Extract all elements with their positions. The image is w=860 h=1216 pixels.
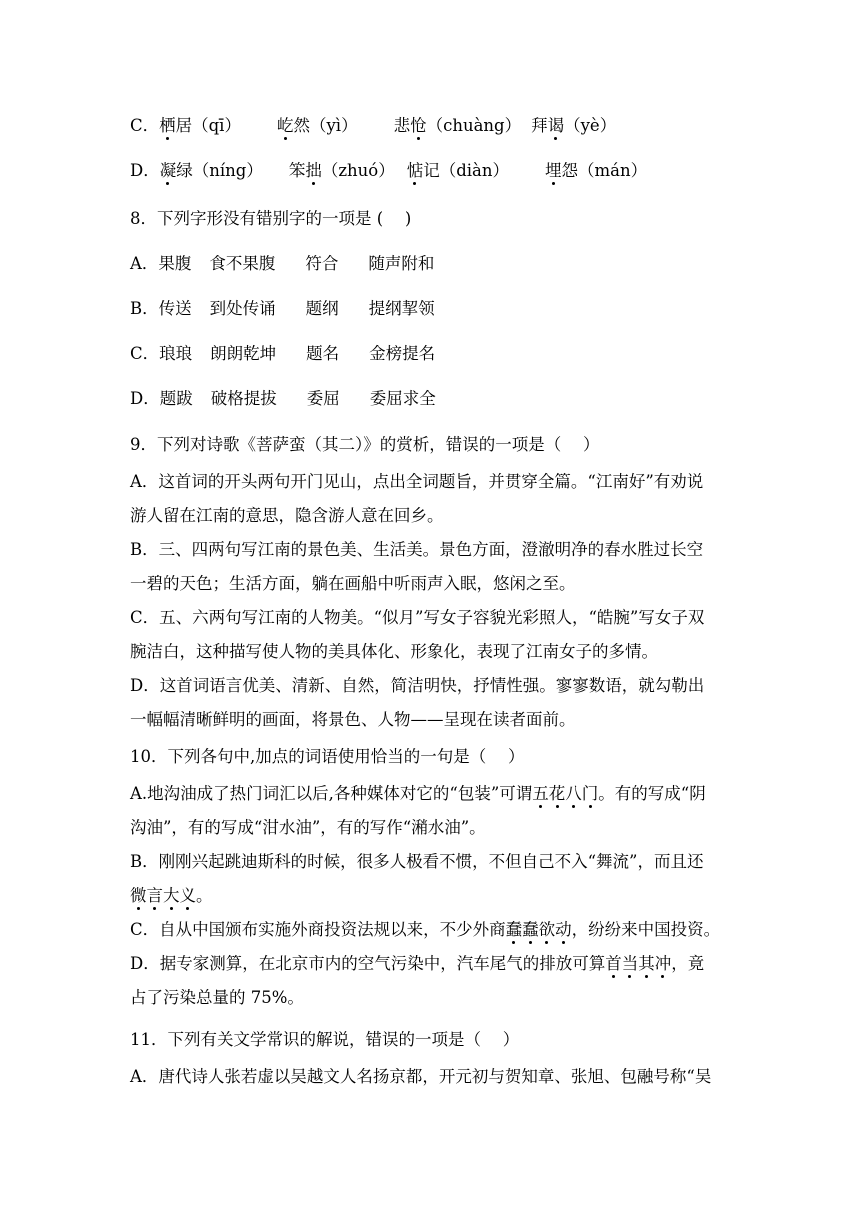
dotted-char: 栖: [159, 116, 176, 135]
word-gloss: （yè）: [564, 116, 617, 135]
word-gloss: 居（qī）: [175, 116, 241, 135]
word-part: 悲: [393, 116, 411, 135]
option-label: A．: [130, 254, 159, 273]
option-word: 传送: [158, 299, 192, 318]
q9-option-c-line2: 腕洁白，这种描写使人物的美具体化、形象化，表现了江南女子的多情。: [130, 642, 658, 661]
option-label: B．: [130, 299, 159, 318]
option-word: 琅琅: [159, 344, 193, 363]
dotted-char: 拙: [305, 161, 322, 180]
word-gloss: 记（diàn）: [423, 161, 510, 180]
q7-option-d: [130, 161, 735, 181]
dotted-char: 屹: [276, 116, 294, 135]
q9-option-c-line1: C．五、六两句写江南的人物美。“似月”写女子容貌光彩照人，“皓腕”写女子双: [130, 608, 705, 627]
dotted-phrase: 五花八门: [532, 784, 599, 803]
q8-option-c: [130, 344, 735, 364]
text: A.地沟油成了热门词汇以后,各种媒体对它的“包装”可谓: [130, 784, 533, 803]
word-part: 笨: [288, 161, 306, 180]
word-gloss: （chuàng）: [426, 116, 522, 135]
q11-option-a-line1: A．唐代诗人张若虚以吴越文人名扬京都，开元初与贺知章、张旭、包融号称“吴: [130, 1067, 712, 1086]
option-word: 委屈求全: [369, 389, 436, 408]
q10-option-a-line1: [130, 784, 735, 804]
q9-option-a-line2: 游人留在江南的意思，隐含游人意在回乡。: [130, 506, 444, 525]
option-word: 朗朗乾坤: [210, 344, 277, 363]
text: 。有的写成“阴: [598, 784, 706, 803]
word-gloss: 怨（mán）: [561, 161, 648, 180]
option-word: 到处传诵: [209, 299, 276, 318]
dotted-char: 埋: [545, 161, 562, 180]
option-word: 金榜提名: [369, 344, 436, 363]
word-part: 拜: [531, 116, 548, 135]
q9-option-a-line1: A．这首词的开头两句开门见山，点出全词题旨，并贯穿全篇。“江南好”有劝说: [130, 472, 704, 491]
option-word: 符合: [305, 254, 339, 273]
q10-stem: 10．下列各句中,加点的词语使用恰当的一句是（ ）: [130, 747, 525, 766]
q9-stem: 9．下列对诗歌《菩萨蛮（其二）》的赏析，错误的一项是（ ）: [130, 435, 600, 454]
dotted-phrase: 蠢蠢欲动: [505, 920, 572, 939]
option-word: 随声附和: [368, 254, 435, 273]
q10-option-d-line1: [130, 954, 735, 974]
option-word: 提纲挈领: [368, 299, 435, 318]
q10-option-b-line1: B．刚刚兴起跳迪斯科的时候，很多人极看不惯，不但自己不入“舞流”，而且还: [130, 852, 704, 871]
option-label: D．: [130, 389, 160, 408]
word-gloss: 然（yì）: [293, 116, 358, 135]
dotted-char: 惦: [406, 161, 424, 180]
word-gloss: （zhuó）: [321, 161, 395, 180]
q10-option-a-line2: 沟油”，有的写成“泔水油”，有的写作“潲水油”。: [130, 818, 486, 837]
q8-option-d: [130, 389, 735, 409]
option-word: 委屈: [306, 389, 340, 408]
option-word: 题跋: [159, 389, 193, 408]
q8-option-b: [130, 299, 735, 319]
q10-option-d-line2: 占了污染总量的 75%。: [130, 988, 304, 1007]
dotted-phrase: 微言大义: [130, 886, 196, 905]
option-word: 破格提拔: [210, 389, 277, 408]
option-label: C．: [130, 344, 160, 363]
text: 。: [196, 886, 213, 905]
q9-option-b-line2: 一碧的天色；生活方面，躺在画船中听雨声入眠，悠闲之至。: [130, 574, 576, 593]
q7-option-c: [130, 116, 735, 136]
dotted-char: 谒: [547, 116, 565, 135]
text: ，纷纷来中国投资。: [571, 920, 721, 939]
q8-option-a: [130, 254, 735, 274]
word-gloss: 绿（níng）: [176, 161, 263, 180]
q11-stem: 11．下列有关文学常识的解说，错误的一项是（ ）: [130, 1030, 520, 1049]
q10-option-b-line2: [130, 886, 735, 906]
q10-option-c-line1: [130, 920, 735, 940]
option-word: 果腹: [158, 254, 192, 273]
option-word: 食不果腹: [209, 254, 276, 273]
dotted-char: 怆: [410, 116, 427, 135]
dotted-char: 凝: [159, 161, 177, 180]
q8-stem: 8．下列字形没有错别字的一项是 ( ): [130, 209, 412, 228]
q9-option-b-line1: B．三、四两句写江南的景色美、生活美。景色方面，澄澈明净的春水胜过长空: [130, 540, 704, 559]
q9-option-d-line1: D．这首词语言优美、清新、自然，简洁明快，抒情性强。寥寥数语，就勾勒出: [130, 676, 705, 695]
dotted-phrase: 首当其冲: [605, 954, 672, 973]
option-label: D．: [130, 161, 160, 180]
text: ，竟: [671, 954, 705, 973]
text: D．据专家测算，在北京市内的空气污染中，汽车尾气的排放可算: [130, 954, 606, 973]
text: C．自从中国颁布实施外商投资法规以来，不少外商: [130, 920, 506, 939]
option-word: 题名: [306, 344, 340, 363]
option-word: 题纲: [305, 299, 339, 318]
option-label: C．: [130, 116, 160, 135]
q9-option-d-line2: 一幅幅清晰鲜明的画面，将景色、人物——呈现在读者面前。: [130, 710, 576, 729]
